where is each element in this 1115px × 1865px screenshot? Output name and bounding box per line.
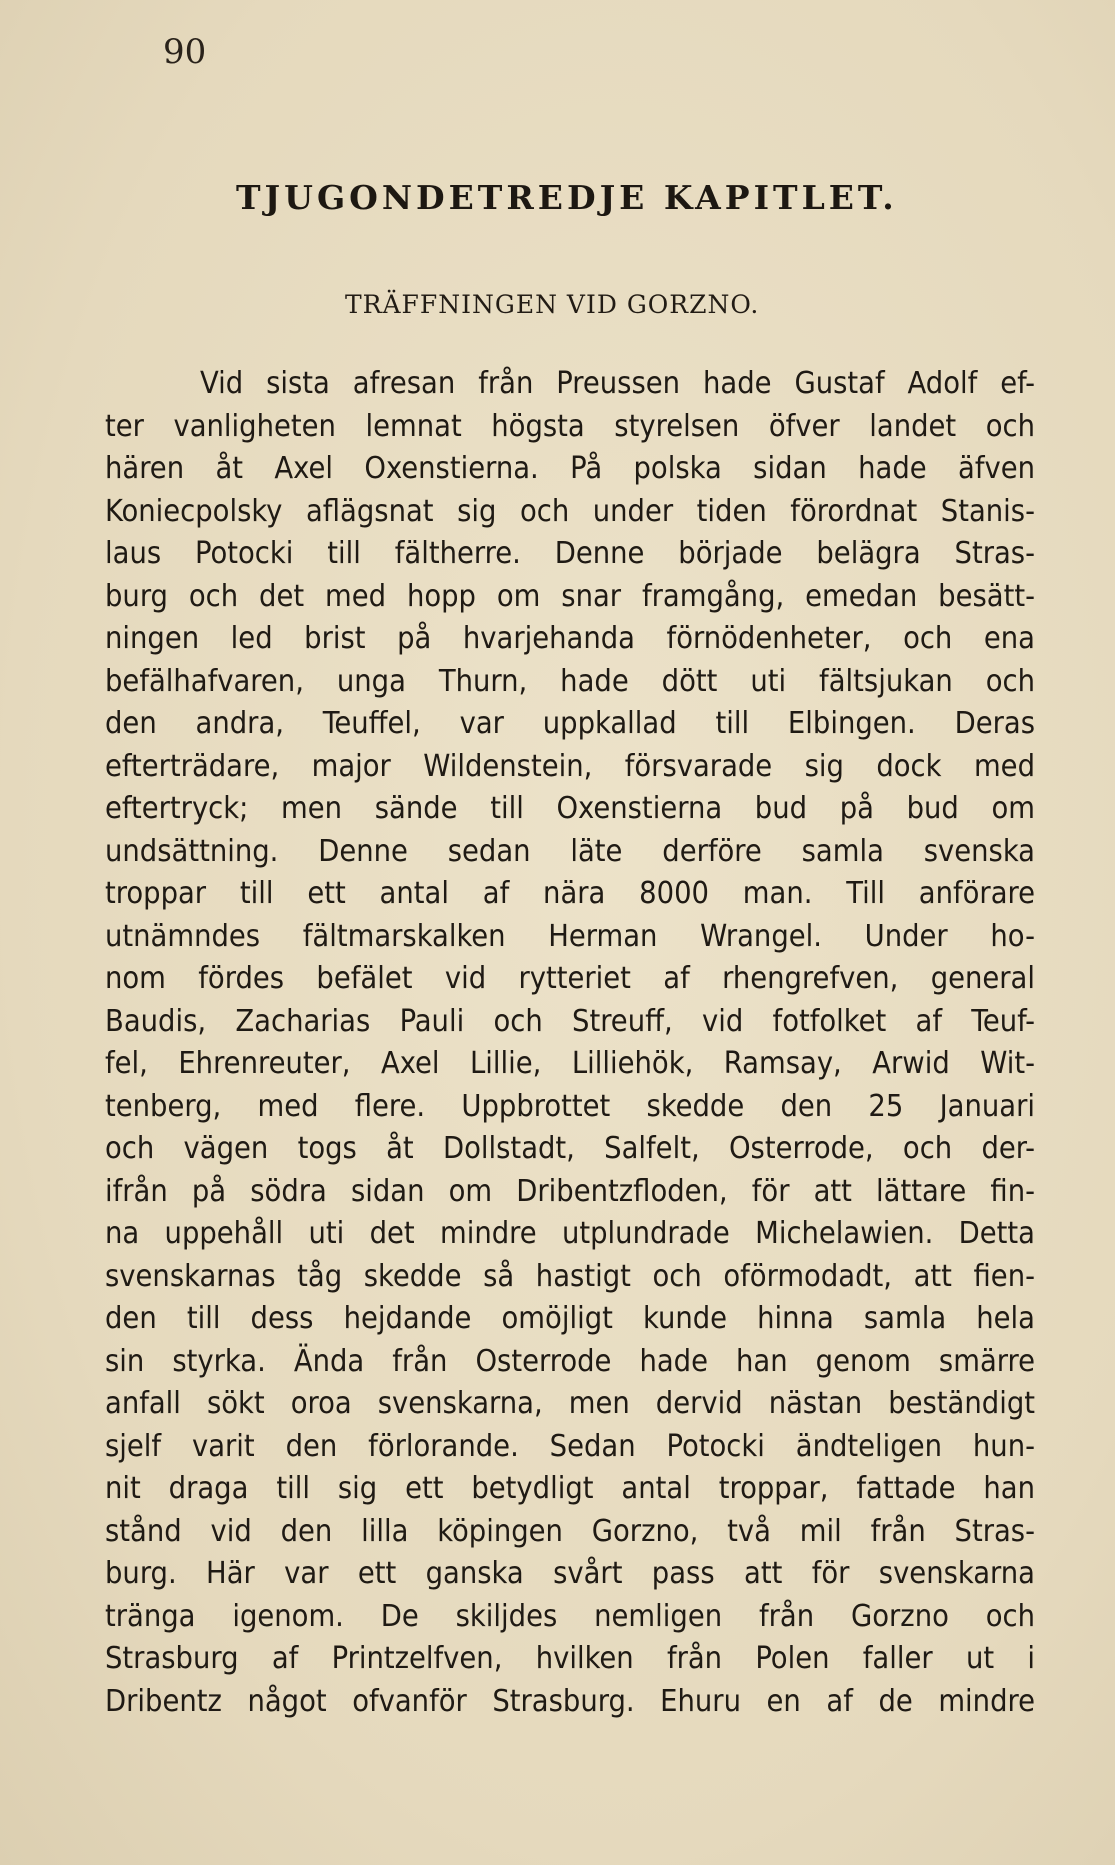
- text-line: eftertryck; men sände till Oxenstierna bud på bud om: [105, 791, 1035, 826]
- text-line: burg och det med hopp om snar framgång, emedan besätt-: [105, 578, 1035, 614]
- text-line: ter vanligheten lemnat högsta styrelsen öfver landet och: [105, 408, 1035, 444]
- text-line: Koniecpolsky aflägsnat sig och under tiden förordnat Stanis-: [105, 493, 1035, 529]
- text-line: Vid sista afresan från Preussen hade Gustaf Adolf ef-: [200, 366, 1035, 401]
- text-line: och vägen togs åt Dollstadt, Salfelt, Osterrode, och der-: [105, 1131, 1035, 1166]
- text-line: burg. Här var ett ganska svårt pass att för svenskarna: [105, 1556, 1035, 1591]
- text-line: utnämndes fältmarskalken Herman Wrangel. Under ho-: [105, 918, 1035, 954]
- text-line: Dribentz något ofvanför Strasburg. Ehuru en af de mindre: [105, 1683, 1035, 1719]
- text-line: befälhafvaren, unga Thurn, hade dött uti fältsjukan och: [105, 663, 1035, 699]
- body-text: [105, 363, 1035, 1723]
- text-line: anfall sökt oroa svenskarna, men dervid nästan beständigt: [105, 1386, 1035, 1421]
- text-line: nom fördes befälet vid rytteriet af rhengrefven, general: [105, 961, 1035, 996]
- text-line: tenberg, med flere. Uppbrottet skedde den 25 Januari: [105, 1088, 1035, 1124]
- text-line: na uppehåll uti det mindre utplundrade Michelawien. Detta: [105, 1216, 1035, 1251]
- text-line: den till dess hejdande omöjligt kunde hinna samla hela: [105, 1301, 1035, 1336]
- text-line: sjelf varit den förlorande. Sedan Potocki ändteligen hun-: [105, 1428, 1035, 1464]
- text-line: tränga igenom. De skiljdes nemligen från Gorzno och: [105, 1598, 1035, 1634]
- text-line: hären åt Axel Oxenstierna. På polska sidan hade äfven: [105, 451, 1035, 486]
- text-line: den andra, Teuffel, var uppkallad till Elbingen. Deras: [105, 706, 1035, 741]
- chapter-subtitle: TRÄFFNINGEN VID GORZNO.: [345, 290, 760, 319]
- text-line: nit draga till sig ett betydligt antal troppar, fattade han: [105, 1471, 1035, 1506]
- text-line: svenskarnas tåg skedde så hastigt och oförmodadt, att fien-: [105, 1258, 1035, 1294]
- text-line: laus Potocki till fältherre. Denne började belägra Stras-: [105, 536, 1035, 571]
- text-line: Strasburg af Printzelfven, hvilken från Polen faller ut i: [105, 1641, 1035, 1676]
- text-line: ifrån på södra sidan om Dribentzfloden, för att lättare fin-: [105, 1173, 1035, 1209]
- text-line: undsättning. Denne sedan läte derföre samla svenska: [105, 833, 1035, 869]
- text-line: ningen led brist på hvarjehanda förnödenheter, och ena: [105, 621, 1035, 656]
- text-line: Baudis, Zacharias Pauli och Streuff, vid fotfolket af Teuf-: [105, 1003, 1035, 1039]
- text-line: troppar till ett antal af nära 8000 man. Till anförare: [105, 876, 1035, 911]
- text-line: sin styrka. Ända från Osterrode hade han genom smärre: [105, 1343, 1035, 1379]
- page-number: 90: [163, 32, 207, 72]
- chapter-title: TJUGONDETREDJE KAPITLET.: [236, 178, 898, 217]
- text-line: efterträdare, major Wildenstein, försvarade sig dock med: [105, 748, 1035, 784]
- text-line: fel, Ehrenreuter, Axel Lillie, Lilliehök, Ramsay, Arwid Wit-: [105, 1046, 1035, 1081]
- text-line: stånd vid den lilla köpingen Gorzno, två mil från Stras-: [105, 1513, 1035, 1549]
